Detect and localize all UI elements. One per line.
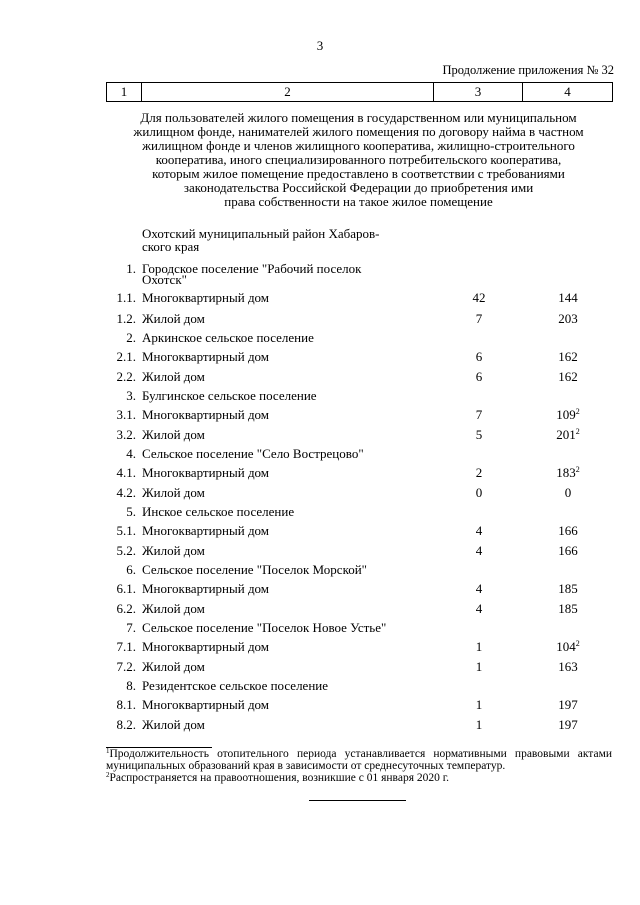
row-number: 5.2. xyxy=(116,543,136,558)
row-name: Жилой дом xyxy=(142,543,205,558)
row-value-col4 xyxy=(532,582,604,596)
row-value-col4-number: 185 xyxy=(558,581,578,596)
intro-line: которым жилое помещение предоставлено в соответствии с требованиями xyxy=(152,166,565,181)
row-number: 5. xyxy=(126,504,136,519)
row-value-col4-number: 166 xyxy=(558,543,578,558)
row-value-col3: 42 xyxy=(472,290,486,305)
row-value-col3: 4 xyxy=(475,523,483,538)
row-number: 7. xyxy=(126,620,136,635)
row-value-col3: 1 xyxy=(475,697,483,712)
district-name-line1: Охотский муниципальный район Хабаров- xyxy=(142,226,380,241)
row-value-col4 xyxy=(532,428,604,442)
row-number: 8.2. xyxy=(116,717,136,732)
footnote-ref: 2 xyxy=(575,407,580,416)
row-value-col3: 6 xyxy=(475,349,483,364)
row-number: 6. xyxy=(126,562,136,577)
row-value-col4 xyxy=(532,370,604,384)
row-name: Сельское поселение "Село Вострецово" xyxy=(142,446,364,461)
row-name-line: Городское поселение "Рабочий поселок xyxy=(142,261,362,276)
footnote-2 xyxy=(106,772,612,784)
intro-line: законодательства Российской Федерации до приобретения ими xyxy=(183,180,534,195)
row-value-col4-number: 201 xyxy=(556,427,576,442)
row-value-col4 xyxy=(532,718,604,732)
row-number: 7.2. xyxy=(116,659,136,674)
row-value-col3: 0 xyxy=(475,485,483,500)
row-value-col4-number: 197 xyxy=(558,717,578,732)
row-number: 2.2. xyxy=(116,369,136,384)
row-name: Многоквартирный дом xyxy=(142,407,270,422)
row-value-col3: 4 xyxy=(475,601,483,616)
row-value-col4 xyxy=(532,312,604,326)
row-value-col3: 1 xyxy=(475,717,483,732)
row-value-col4 xyxy=(532,350,604,364)
footnote-ref: 2 xyxy=(575,427,580,436)
row-name: Многоквартирный дом xyxy=(142,465,270,480)
row-number: 8. xyxy=(126,678,136,693)
row-value-col3: 1 xyxy=(475,639,483,654)
row-value-col4-number: 104 xyxy=(556,639,576,654)
row-name: Жилой дом xyxy=(142,659,205,674)
row-value-col4 xyxy=(532,524,604,538)
row-value-col3: 4 xyxy=(475,543,483,558)
row-name: Сельское поселение "Поселок Новое Устье" xyxy=(142,620,387,635)
column-header-table xyxy=(106,82,613,102)
row-value-col4 xyxy=(532,602,604,616)
row-value-col3: 7 xyxy=(475,311,483,326)
row-value-col3: 6 xyxy=(475,369,483,384)
row-value-col4-number: 162 xyxy=(558,349,578,364)
row-value-col4-number: 166 xyxy=(558,523,578,538)
footnote-mark: 2 xyxy=(106,771,110,779)
footnote-ref: 2 xyxy=(575,639,580,648)
row-name xyxy=(142,262,361,287)
row-number: 4.2. xyxy=(116,485,136,500)
row-value-col4-number: 203 xyxy=(558,311,578,326)
row-number: 4. xyxy=(126,446,136,461)
row-value-col3: 1 xyxy=(475,659,483,674)
row-number: 6.1. xyxy=(116,581,136,596)
row-value-col3: 7 xyxy=(475,407,483,422)
row-value-col4 xyxy=(532,640,604,654)
footnote-mark: 1 xyxy=(106,747,110,755)
row-number: 3.2. xyxy=(116,427,136,442)
row-value-col4 xyxy=(532,544,604,558)
row-name: Жилой дом xyxy=(142,427,205,442)
row-name: Жилой дом xyxy=(142,485,205,500)
intro-paragraph xyxy=(106,111,611,209)
row-number: 6.2. xyxy=(116,601,136,616)
row-value-col4-number: 162 xyxy=(558,369,578,384)
row-value-col4 xyxy=(532,698,604,712)
footnote-text: Продолжительность отопительного периода устанавливается нормативными правовыми актами муниципальных образований края в зависимости от среднесуточных температур. xyxy=(106,748,612,772)
row-number: 3.1. xyxy=(116,407,136,422)
row-number: 8.1. xyxy=(116,697,136,712)
intro-line: Для пользователей жилого помещения в государственном или муниципальном xyxy=(140,110,577,125)
row-name: Жилой дом xyxy=(142,311,205,326)
row-name: Аркинское сельское поселение xyxy=(142,330,314,345)
row-name: Многоквартирный дом xyxy=(142,639,270,654)
column-header-2: 2 xyxy=(142,83,434,101)
intro-line: права собственности на такое жилое помещение xyxy=(224,194,493,209)
row-name: Сельское поселение "Поселок Морской" xyxy=(142,562,367,577)
row-value-col4-number: 197 xyxy=(558,697,578,712)
row-value-col4 xyxy=(532,291,604,305)
footnote-ref: 2 xyxy=(575,465,580,474)
row-number: 3. xyxy=(126,388,136,403)
row-number: 1.1. xyxy=(116,290,136,305)
row-value-col4 xyxy=(532,486,604,500)
row-value-col4-number: 0 xyxy=(564,485,572,500)
row-name: Инское сельское поселение xyxy=(142,504,295,519)
row-value-col4-number: 183 xyxy=(556,465,576,480)
row-number: 1.2. xyxy=(116,311,136,326)
row-name: Многоквартирный дом xyxy=(142,697,270,712)
footnote-1 xyxy=(106,748,612,772)
row-value-col4-number: 185 xyxy=(558,601,578,616)
column-header-3: 3 xyxy=(434,83,523,101)
row-name: Резидентское сельское поселение xyxy=(142,678,329,693)
row-value-col3: 5 xyxy=(475,427,483,442)
footnote-text: Распространяется на правоотношения, возникшие с 01 января 2020 г. xyxy=(109,772,450,784)
row-name: Многоквартирный дом xyxy=(142,290,270,305)
page-number: 3 xyxy=(316,38,324,53)
row-name: Жилой дом xyxy=(142,369,205,384)
row-value-col4 xyxy=(532,660,604,674)
footnotes xyxy=(106,748,612,784)
row-name: Жилой дом xyxy=(142,717,205,732)
row-number: 7.1. xyxy=(116,639,136,654)
row-name: Многоквартирный дом xyxy=(142,523,270,538)
row-number: 4.1. xyxy=(116,465,136,480)
row-number: 2. xyxy=(126,330,136,345)
row-number: 5.1. xyxy=(116,523,136,538)
column-header-4: 4 xyxy=(564,84,571,99)
row-value-col4 xyxy=(532,466,604,480)
end-separator xyxy=(309,800,406,801)
row-name: Булгинское сельское поселение xyxy=(142,388,317,403)
row-value-col3: 2 xyxy=(475,465,483,480)
intro-line: жилищном фонде, нанимателей жилого помещения по договору найма в частном xyxy=(133,124,584,139)
intro-line: жилищном фонде и членов жилищного кооператива, жилищно-строительного xyxy=(142,138,575,153)
row-name: Многоквартирный дом xyxy=(142,581,270,596)
row-value-col4 xyxy=(532,408,604,422)
row-value-col3: 4 xyxy=(475,581,483,596)
intro-line: кооператива, иного специализированного потребительского кооператива, xyxy=(155,152,562,167)
row-name-line: Охотск" xyxy=(142,272,187,287)
row-name: Многоквартирный дом xyxy=(142,349,270,364)
row-value-col4-number: 144 xyxy=(558,290,578,305)
row-value-col4-number: 163 xyxy=(558,659,578,674)
row-number: 1. xyxy=(126,261,136,276)
row-value-col4-number: 109 xyxy=(556,407,576,422)
row-number: 2.1. xyxy=(116,349,136,364)
column-header-1: 1 xyxy=(107,83,142,101)
continuation-label: Продолжение приложения № 32 xyxy=(442,63,614,77)
row-name: Жилой дом xyxy=(142,601,205,616)
district-name-line2: ского края xyxy=(142,239,200,254)
